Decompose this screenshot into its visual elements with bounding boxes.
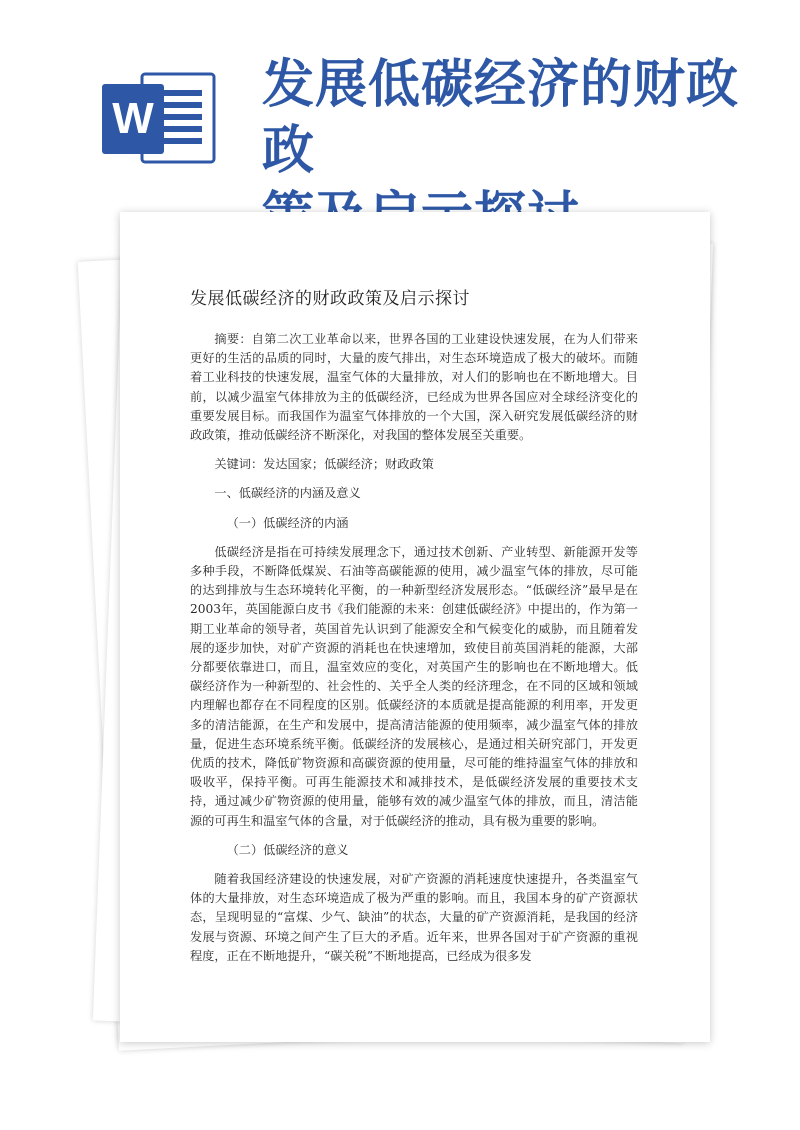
svg-text:W: W xyxy=(112,94,154,143)
section-heading: 一、低碳经济的内涵及意义 xyxy=(214,486,361,501)
body-paragraph: 随着我国经济建设的快速发展，对矿产资源的消耗速度快速提升，各类温室气体的大量排放，对生态环境造成了极为严重的影响。而且，我国本身的矿产资源状态，呈现明显的“富煤、少气、缺油”的状态，大量的矿产资源消耗，是我国的经济发展与资源、环境之间产生了巨大的矛盾。近年来，世界各国对于矿产资源的重视程度，正在不断地提升，“碳关税”不断地提高，已经成为很多发 xyxy=(190,872,638,963)
body-paragraph: 低碳经济是指在可持续发展理念下，通过技术创新、产业转型、新能源开发等多种手段，不断降低煤炭、石油等高碳能源的使用，减少温室气体的排放，尽可能的达到排放与生态环境转化平衡，的一种新型经济发展形态。“低碳经济”最早是在2003年，英国能源白皮书《我们能源的未来：创建低碳经济》中提出的，作为第一期工业革命的领导者，英国首先认识到了能源安全和气候变化的威胁，而且随着发展的逐步加快，对矿产资源的消耗也在快速增加，致使目前英国消耗的能源，大部分都要依靠进口，而且，温室效应的变化，对英国产生的影响也在不断地增大。低碳经济作为一种新型的、社会性的、关乎全人类的经济理念，在不同的区域和领域内理解也都存在不同程度的区别。低碳经济的本质就是提高能源的利用率，开发更多的清洁能源，在生产和发展中，提高清洁能源的使用频率，减少温室气体的排放量，促进生态环境系统平衡。低碳经济的发展核心，是通过相关研究部门，开发更优质的技术，降低矿物资源和高碳资源的使用量，尽可能的维持温室气体的排放和吸收平，保持平衡。可再生能源技术和减排技术，是低碳经济发展的重要技术支持，通过减少矿物资源的使用量，能够有效的减少温室气体的排放，而且，清洁能源的可再生和温室气体的含量，对于低碳经济的推动，具有极为重要的影响。 xyxy=(190,544,638,828)
document-body xyxy=(190,330,638,976)
document-title: 发展低碳经济的财政政策及启示探讨 xyxy=(190,289,470,309)
subsection-heading: （一）低碳经济的内涵 xyxy=(226,515,349,530)
keywords-paragraph: 关键词：发达国家；低碳经济；财政政策 xyxy=(214,457,434,472)
header-title-line1: 发展低碳经济的财政政 xyxy=(262,55,740,181)
document-page xyxy=(120,212,710,1042)
abstract-paragraph: 摘要：自第二次工业革命以来，世界各国的工业建设快速发展，在为人们带来更好的生活的品质的同时，大量的废气排出，对生态环境造成了极大的破坏。而随着工业科技的快速发展，温室气体的大量排放，对人们的影响也在不断地增大。目前，以减少温室气体排放为主的低碳经济，已经成为世界各国应对全球经济变化的重要发展目标。而我国作为温室气体排放的一个大国，深入研究发展低碳经济的财政政策，推动低碳经济不断深化，对我国的整体发展至关重要。 xyxy=(190,332,638,443)
word-document-icon xyxy=(100,68,218,168)
subsection-heading: （二）低碳经济的意义 xyxy=(226,842,349,857)
